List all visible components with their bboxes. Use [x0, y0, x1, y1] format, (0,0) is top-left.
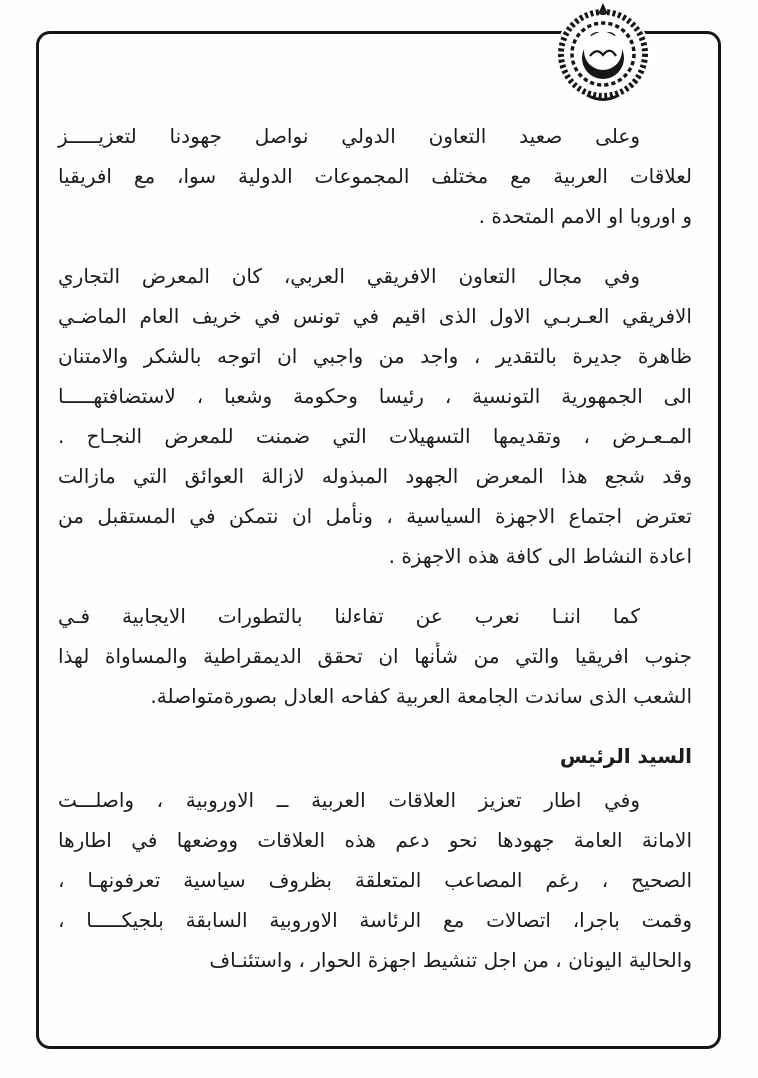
text-line: والحالية اليونان ، من اجل تنشيط اجهزة الحوار ، واستئنـاف	[209, 948, 692, 972]
text-line: الى الجمهورية التونسية ، رئيسا وحكومة وشعبا ، لاستضافتهـــــا	[58, 384, 692, 408]
text-line: وفي اطار تعزيز العلاقات العربية ــ الاوروبية ، واصلـــت	[58, 788, 640, 812]
paragraph	[58, 256, 692, 576]
text-line: الصحيح ، رغم المصاعب المتعلقة بظروف سياسية تعرفونهـا ،	[58, 868, 692, 892]
text-line: الشعب الذى ساندت الجامعة العربية كفاحه العادل بصورةمتواصلة.	[150, 684, 692, 708]
text-line: و اوروبا او الامم المتحدة .	[478, 204, 692, 228]
section-heading	[58, 736, 692, 776]
document-body	[58, 116, 692, 1000]
text-line: كما اننـا نعرب عن تفاءلنا بالتطورات الايجابية فـي	[58, 604, 640, 628]
text-line: تعترض اجتماع الاجهزة السياسية ، ونأمل ان نتمكن في المستقبل من	[58, 504, 692, 528]
paragraph	[58, 780, 692, 980]
text-line: اعادة النشاط الى كافة هذه الاجهزة .	[388, 544, 692, 568]
text-line: وقد شجع هذا المعرض الجهود المبذوله لازالة العوائق التي مازالت	[58, 464, 692, 488]
arab-league-emblem-icon	[553, 2, 653, 104]
text-line: لعلاقات العربية مع مختلف المجموعات الدولية سوا، مع افريقيا	[58, 164, 692, 188]
text-line: وفي مجال التعاون الافريقي العربي، كان المعرض التجاري	[58, 264, 640, 288]
text-line: الامانة العامة جهودها نحو دعم هذه العلاقات ووضعها في اطارها	[58, 828, 692, 852]
text-line: جنوب افريقيا والتي من شأنها ان تحقق الديمقراطية والمساواة لهذا	[58, 644, 692, 668]
paragraph	[58, 116, 692, 236]
text-line: الافريقي العـربـي الاول الذى اقيم في تونس في خريف العام الماضـي	[58, 304, 692, 328]
text-line: المـعـرض ، وتقديمها التسهيلات التي ضمنت للمعرض النجـاح .	[58, 424, 692, 448]
text-line: ظاهرة جديرة بالتقدير ، واجد من واجبي ان اتوجه بالشكر والامتنان	[58, 344, 692, 368]
text-line: وقمت باجرا، اتصالات مع الرئاسة الاوروبية السابقة بلجيكـــــا ،	[58, 908, 692, 932]
text-line: السيد الرئيس	[559, 744, 692, 768]
paragraph	[58, 596, 692, 716]
text-line: وعلى صعيد التعاون الدولي نواصل جهودنا لتعزيـــــز	[58, 124, 640, 148]
